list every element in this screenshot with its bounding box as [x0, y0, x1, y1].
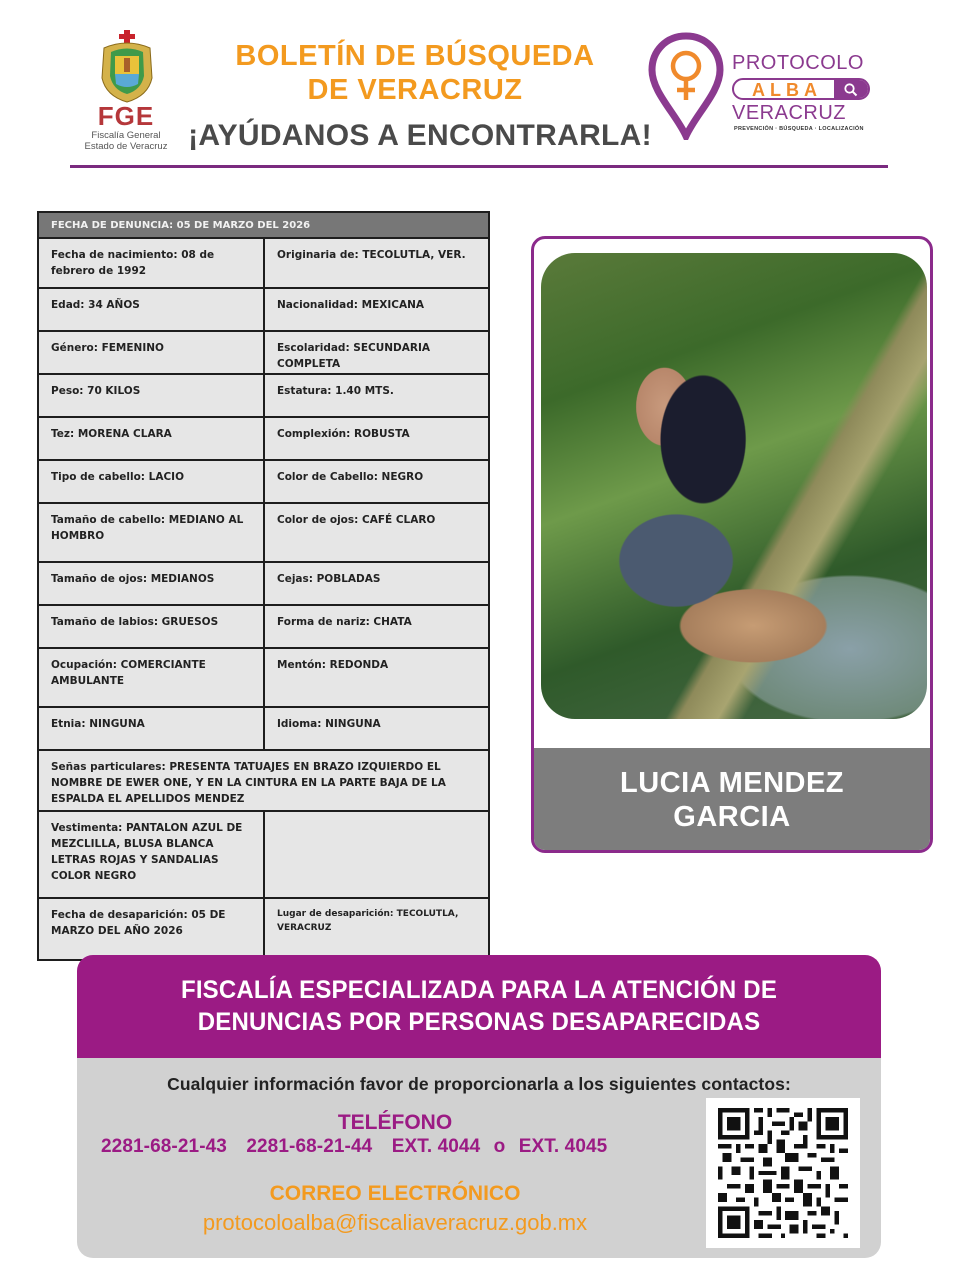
person-name-line2: GARCIA [673, 801, 791, 833]
alba-tagline: PREVENCIÓN · BÚSQUEDA · LOCALIZACIÓN [734, 126, 864, 132]
weight: Peso: 70 KILOS [39, 375, 265, 416]
occupation: Ocupación: COMERCIANTE AMBULANTE [39, 649, 265, 706]
age: Edad: 34 AÑOS [39, 289, 265, 330]
missing-person-name-bar [534, 748, 930, 850]
qr-code-icon [718, 1108, 848, 1238]
qr-code[interactable] [706, 1098, 860, 1248]
missing-person-card [531, 236, 933, 853]
phone-separator: o [493, 1136, 506, 1157]
header-divider [70, 165, 888, 168]
birth-date: Fecha de nacimiento: 08 de febrero de 1992 [39, 239, 265, 287]
table-row [39, 461, 488, 504]
skin-tone: Tez: MORENA CLARA [39, 418, 265, 459]
email-link[interactable]: protocoloalba@fiscaliaveracruz.gob.mx [202, 1210, 588, 1235]
clothing-extra [265, 812, 488, 897]
table-row [39, 375, 488, 418]
table-row [39, 606, 488, 649]
eyebrows: Cejas: POBLADAS [277, 573, 381, 585]
hair-color: Color de Cabello: NEGRO [277, 471, 424, 483]
table-row [39, 332, 488, 375]
report-date-header [39, 213, 488, 239]
phone-number-1[interactable]: 2281-68-21-43 [101, 1136, 227, 1157]
fge-logo [74, 28, 178, 154]
bulletin-title-line1: BOLETÍN DE BÚSQUEDA [235, 40, 595, 72]
eye-color: Color de ojos: CAFÉ CLARO [277, 514, 436, 526]
prosecutor-unit-banner [77, 955, 881, 1058]
height: Estatura: 1.40 MTS. [277, 385, 394, 397]
contact-box [77, 1058, 881, 1258]
nose-shape: Forma de nariz: CHATA [277, 616, 412, 628]
phone-label: TELÉFONO [337, 1111, 453, 1134]
build: Complexión: ROBUSTA [277, 428, 410, 440]
lip-size: Tamaño de labios: GRUESOS [39, 606, 265, 647]
disappearance-place: Lugar de desaparición: TECOLUTLA, VERACRUZ [277, 909, 459, 933]
protocolo-alba-logo [648, 32, 880, 144]
report-date: FECHA DE DENUNCIA: 05 DE MARZO DEL 2026 [51, 220, 311, 231]
unit-name-line2: DENUNCIAS POR PERSONAS DESAPARECIDAS [197, 1008, 761, 1036]
search-icon [843, 82, 859, 98]
table-row [39, 649, 488, 708]
gender: Género: FEMENINO [39, 332, 265, 373]
bulletin-title-line2: DE VERACRUZ [307, 74, 523, 106]
education: Escolaridad: SECUNDARIA COMPLETA [277, 342, 431, 370]
search-icon-block [834, 80, 868, 98]
missing-person-photo [541, 253, 927, 719]
table-row [39, 418, 488, 461]
nationality: Nacionalidad: MEXICANA [277, 299, 425, 311]
table-row [39, 899, 488, 959]
location-pin-female-icon [648, 32, 724, 140]
table-row [39, 708, 488, 751]
fge-name-line2: Estado de Veracruz [84, 141, 168, 152]
hair-length: Tamaño de cabello: MEDIANO AL HOMBRO [39, 504, 265, 561]
language: Idioma: NINGUNA [277, 718, 381, 730]
fge-acronym: FGE [97, 101, 155, 131]
distinguishing-marks: Señas particulares: PRESENTA TATUAJES EN BRAZO IZQUIERDO EL NOMBRE DE EWER ONE, Y EN LA CINTURA EN LA PARTE BAJA DE LA ESPALDA EL APELLIDOS MENDEZ [51, 761, 446, 805]
table-row [39, 289, 488, 332]
table-row [39, 812, 488, 899]
chin: Mentón: REDONDA [277, 659, 389, 671]
eye-size: Tamaño de ojos: MEDIANOS [39, 563, 265, 604]
phone-number-2[interactable]: 2281-68-21-44 [246, 1136, 373, 1157]
disappearance-date: Fecha de desaparición: 05 DE MARZO DEL AÑO 2026 [39, 899, 265, 959]
ethnicity: Etnia: NINGUNA [39, 708, 265, 749]
hair-type: Tipo de cabello: LACIO [39, 461, 265, 502]
origin: Originaria de: TECOLUTLA, VER. [277, 249, 466, 261]
unit-name-line1: FISCALÍA ESPECIALIZADA PARA LA ATENCIÓN DE [180, 976, 778, 1004]
table-row [39, 563, 488, 606]
table-row [39, 504, 488, 563]
clothing: Vestimenta: PANTALON AZUL DE MEZCLILLA, BLUSA BLANCA LETRAS ROJAS Y SANDALIAS COLOR NEGRO [39, 812, 265, 897]
table-row [39, 751, 488, 812]
alba-word: ALBA [752, 80, 822, 100]
alba-protocolo-text: PROTOCOLO [732, 52, 864, 74]
person-name-line1: LUCIA MENDEZ [619, 767, 845, 799]
table-row [39, 239, 488, 289]
phone-extension-2: EXT. 4045 [518, 1136, 608, 1157]
missing-person-data-table [37, 211, 490, 961]
fge-name-line1: Fiscalía General [91, 130, 161, 141]
contact-intro: Cualquier información favor de proporcionarla a los siguientes contactos: [167, 1074, 791, 1094]
veracruz-coat-of-arms-icon [98, 30, 156, 104]
phone-numbers [101, 1136, 701, 1158]
email-label: CORREO ELECTRÓNICO [269, 1182, 521, 1205]
alba-search-pill [732, 78, 870, 100]
bulletin-slogan: ¡AYÚDANOS A ENCONTRARLA! [188, 119, 652, 152]
alba-veracruz-text: VERACRUZ [732, 102, 847, 124]
phone-extension-1: EXT. 4044 [391, 1136, 481, 1157]
